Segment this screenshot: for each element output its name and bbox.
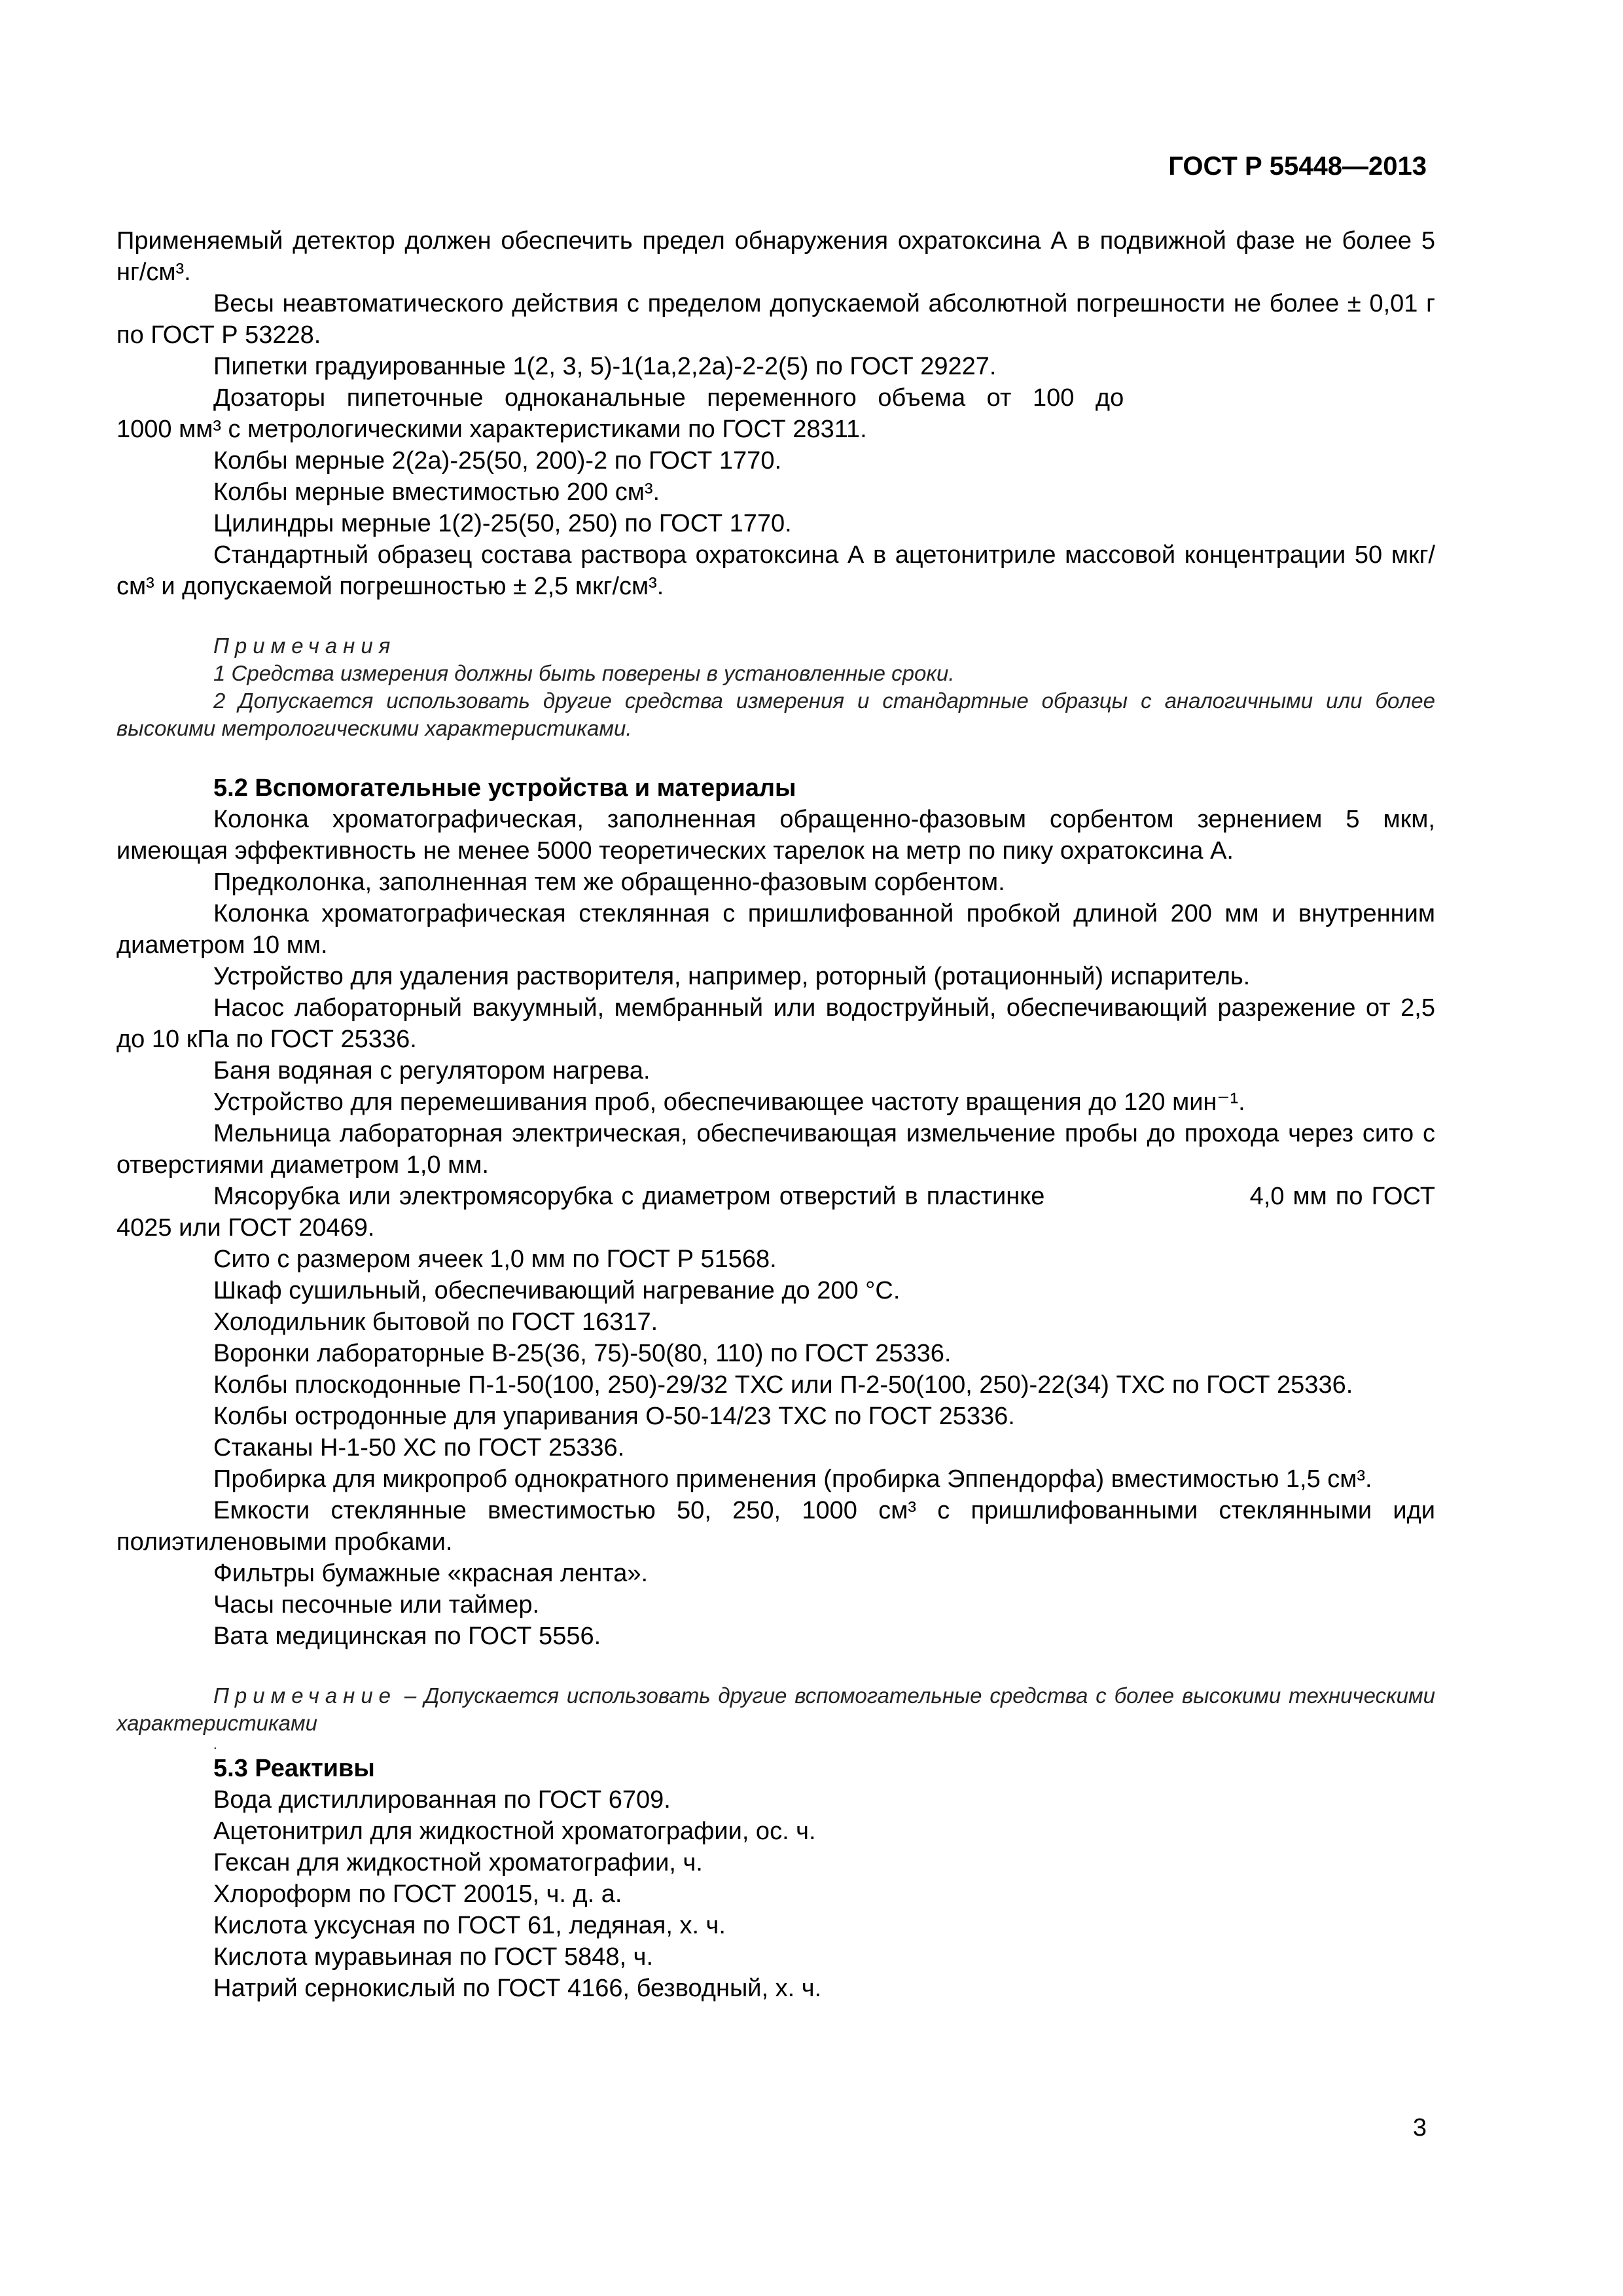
list-item: Колбы плоскодонные П-1-50(100, 250)-29/32 ТХС или П-2-50(100, 250)-22(34) ТХС по ГОСТ 25336. [213,1371,1353,1399]
list-item: Холодильник бытовой по ГОСТ 16317. [213,1308,658,1336]
list-item: Баня водяная с регулятором нагрева. [213,1057,651,1085]
list-item: Стаканы Н-1-50 ХС по ГОСТ 25336. [213,1434,625,1462]
list-item: Часы песочные или таймер. [213,1591,540,1619]
paragraph: 1000 мм³ с метрологическими характеристиками по ГОСТ 28311. [116,416,867,443]
list-item: Устройство для перемешивания проб, обеспечивающее частоту вращения до 120 мин⁻¹. [213,1088,1245,1116]
stray-dot: . [213,1738,217,1752]
list-item: Ацетонитрил для жидкостной хроматографии, ос. ч. [213,1818,816,1845]
list-item: Фильтры бумажные «красная лента». [213,1560,649,1587]
document-body [116,225,1442,2004]
list-item: Шкаф сушильный, обеспечивающий нагревание до 200 °С. [213,1277,901,1304]
paragraph: Применяемый детектор должен обеспечить предел обнаружения охратоксина А в подвижной фазе не более 5 нг/см³. [116,227,1435,286]
note-item: 1 Средства измерения должны быть поверены в установленные сроки. [213,661,955,685]
list-item: Колонка хроматографическая стеклянная с пришлифованной пробкой длиной 200 мм и внутренним диаметром 10 мм. [116,900,1435,959]
section-heading: 5.2 Вспомогательные устройства и материалы [213,774,796,802]
list-item: Емкости стеклянные вместимостью 50, 250, 1000 см³ с пришлифованными стеклянными иди полиэтиленовыми пробками. [116,1497,1435,1556]
paragraph: Цилиндры мерные 1(2)-25(50, 250) по ГОСТ 1770. [213,510,792,537]
list-item: Вода дистиллированная по ГОСТ 6709. [213,1786,671,1814]
list-item: Сито с размером ячеек 1,0 мм по ГОСТ Р 51568. [213,1246,777,1273]
list-item: Воронки лабораторные В-25(36, 75)-50(80, 110) по ГОСТ 25336. [213,1340,952,1367]
list-item: Натрий сернокислый по ГОСТ 4166, безводный, х. ч. [213,1975,822,2002]
paragraph: Стандартный образец состава раствора охратоксина А в ацетонитриле массовой концентрации 50 мкг/см³ и допускаемой погрешностью ± 2,5 мкг/см³. [116,541,1435,600]
list-item: Насос лабораторный вакуумный, мембранный или водоструйный, обеспечивающий разрежение от 2,5 до 10 кПа по ГОСТ 25336. [116,994,1435,1053]
paragraph: Колбы мерные 2(2а)-25(50, 200)-2 по ГОСТ 1770. [213,447,782,475]
list-item: Кислота муравьиная по ГОСТ 5848, ч. [213,1943,654,1971]
list-item: Пробирка для микропроб однократного применения (пробирка Эппендорфа) вместимостью 1,5 см³. [213,1465,1372,1493]
paragraph: Пипетки градуированные 1(2, 3, 5)-1(1а,2,2а)-2-2(5) по ГОСТ 29227. [213,353,997,380]
list-item: Вата медицинская по ГОСТ 5556. [213,1623,601,1650]
list-item: Хлороформ по ГОСТ 20015, ч. д. а. [213,1880,622,1908]
list-item: Мясорубка или электромясорубка с диаметром отверстий в пластинке 4,0 мм по ГОСТ 4025 или ГОСТ 20469. [116,1183,1442,1242]
list-item: Предколонка, заполненная тем же обращенно-фазовым сорбентом. [213,869,1005,896]
list-item: Гексан для жидкостной хроматографии, ч. [213,1849,703,1876]
document-header: ГОСТ Р 55448—2013 [1168,152,1427,181]
list-item: Колонка хроматографическая, заполненная обращенно-фазовым сорбентом зернением 5 мкм, имеющая эффективность не менее 5000 теоретических тарелок на метр по пику охратоксина А. [116,806,1435,865]
note-item: 2 Допускается использовать другие средства измерения и стандартные образцы с аналогичными или более высокими метрологическими характеристиками. [116,689,1435,740]
list-item: Устройство для удаления растворителя, например, роторный (ротационный) испаритель. [213,963,1251,990]
paragraph: Колбы мерные вместимостью 200 см³. [213,478,660,506]
list-item: Мельница лабораторная электрическая, обеспечивающая измельчение пробы до прохода через сито с отверстиями диаметром 1,0 мм. [116,1120,1435,1179]
list-item: Колбы остродонные для упаривания О-50-14/23 ТХС по ГОСТ 25336. [213,1403,1015,1430]
notes-title: Примечания [213,634,397,658]
paragraph: Дозаторы пипеточные одноканальные переменного объема от 100 до [213,384,1124,412]
note-paragraph [116,1682,1435,1737]
page-number: 3 [1412,2114,1427,2142]
note-label: Примечание [213,1683,397,1708]
paragraph: Весы неавтоматического действия с пределом допускаемой абсолютной погрешности не более ± 0,01 г по ГОСТ Р 53228. [116,290,1435,349]
list-item: Кислота уксусная по ГОСТ 61, ледяная, х. ч. [213,1912,726,1939]
note-text: – Допускается использовать другие вспомогательные средства с более высокими техническими характеристиками [116,1683,1435,1735]
section-heading: 5.3 Реактивы [213,1755,375,1782]
